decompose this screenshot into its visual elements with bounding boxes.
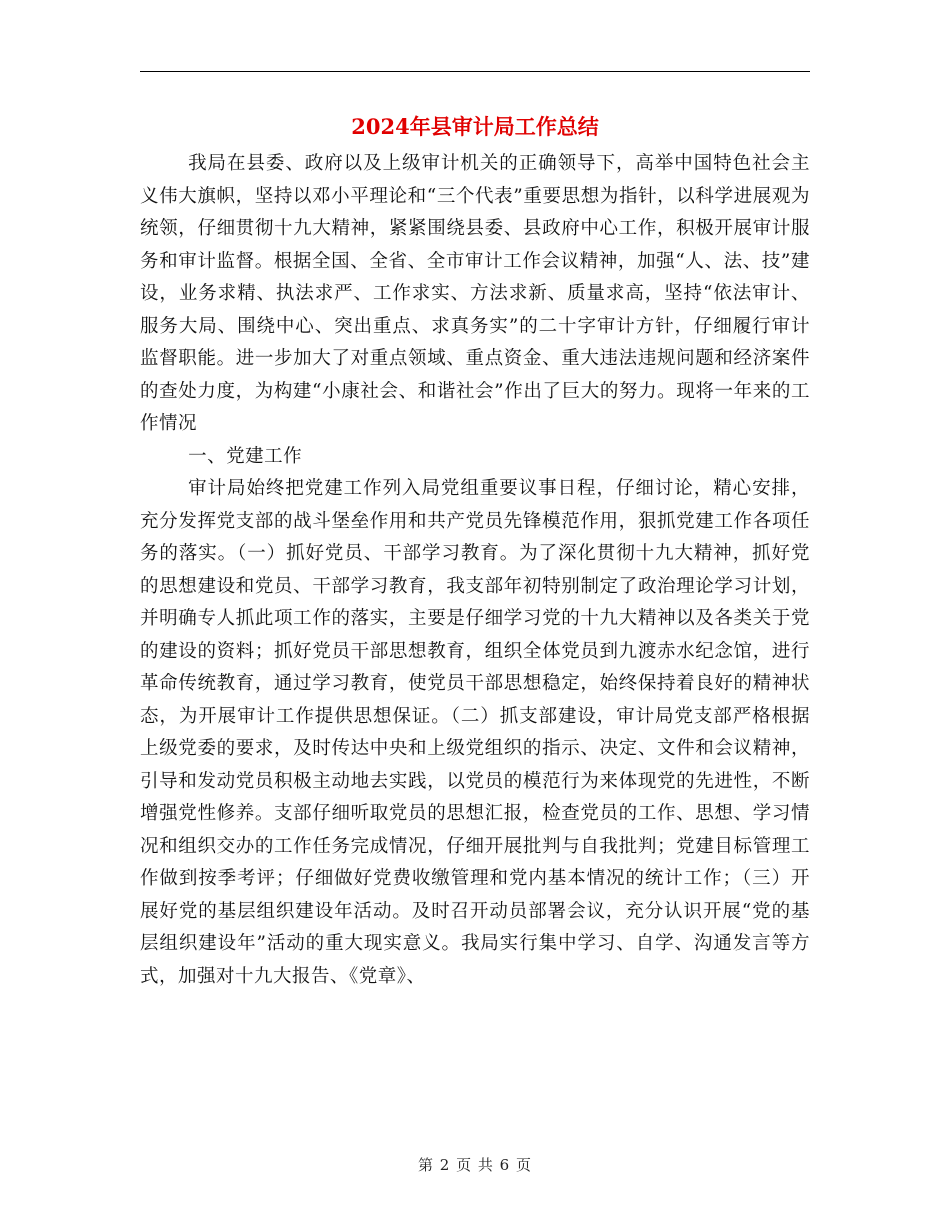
page-number: 第 2 页 共 6 页 <box>418 1156 532 1174</box>
header-rule <box>140 71 810 72</box>
document-title: 2024年县审计局工作总结 <box>351 114 599 139</box>
party-building-paragraph: 审计局始终把党建工作列入局党组重要议事日程，仔细讨论，精心安排，充分发挥党支部的战斗堡垒作用和共产党员先锋模范作用，狠抓党建工作各项任务的落实。（一）抓好党员、干部学习教育。为了深化贯彻十九大精神，抓好党的思想建设和党员、干部学习教育，我支部年初特别制定了政治理论学习计划，并明确专人抓此项工作的落实，主要是仔细学习党的十九大精神以及各类关于党的建设的资料；抓好党员干部思想教育，组织全体党员到九渡赤水纪念馆，进行革命传统教育，通过学习教育，使党员干部思想稳定，始终保持着良好的精神状态，为开展审计工作提供思想保证。（二）抓支部建设，审计局党支部严格根据上级党委的要求，及时传达中央和上级党组织的指示、决定、文件和会议精神，引导和发动党员积极主动地去实践，以党员的模范行为来体现党的先进性，不断增强党性修养。支部仔细听取党员的思想汇报，检查党员的工作、思想、学习情况和组织交办的工作任务完成情况，仔细开展批判与自我批判；党建目标管理工作做到按季考评；仔细做好党费收缴管理和党内基本情况的统计工作；（三）开展好党的基层组织建设年活动。及时召开动员部署会议，充分认识开展“党的基层组织建设年”活动的重大现实意义。我局实行集中学习、自学、沟通发言等方式，加强对十九大报告、《党章》、 <box>140 478 810 987</box>
document-body <box>140 148 810 993</box>
section-heading-party-building: 一、党建工作 <box>188 445 303 467</box>
intro-paragraph: 我局在县委、政府以及上级审计机关的正确领导下，高举中国特色社会主义伟大旗帜，坚持以邓小平理论和“三个代表”重要思想为指针，以科学进展观为统领，仔细贯彻十九大精神，紧紧围绕县委、县政府中心工作，积极开展审计服务和审计监督。根据全国、全省、全市审计工作会议精神，加强“人、法、技”建设，业务求精、执法求严、工作求实、方法求新、质量求高，坚持“依法审计、服务大局、围绕中心、突出重点、求真务实”的二十字审计方针，仔细履行审计监督职能。进一步加大了对重点领域、重点资金、重大违法违规问题和经济案件的查处力度，为构建“小康社会、和谐社会”作出了巨大的努力。现将一年来的工作情况 <box>140 153 810 434</box>
